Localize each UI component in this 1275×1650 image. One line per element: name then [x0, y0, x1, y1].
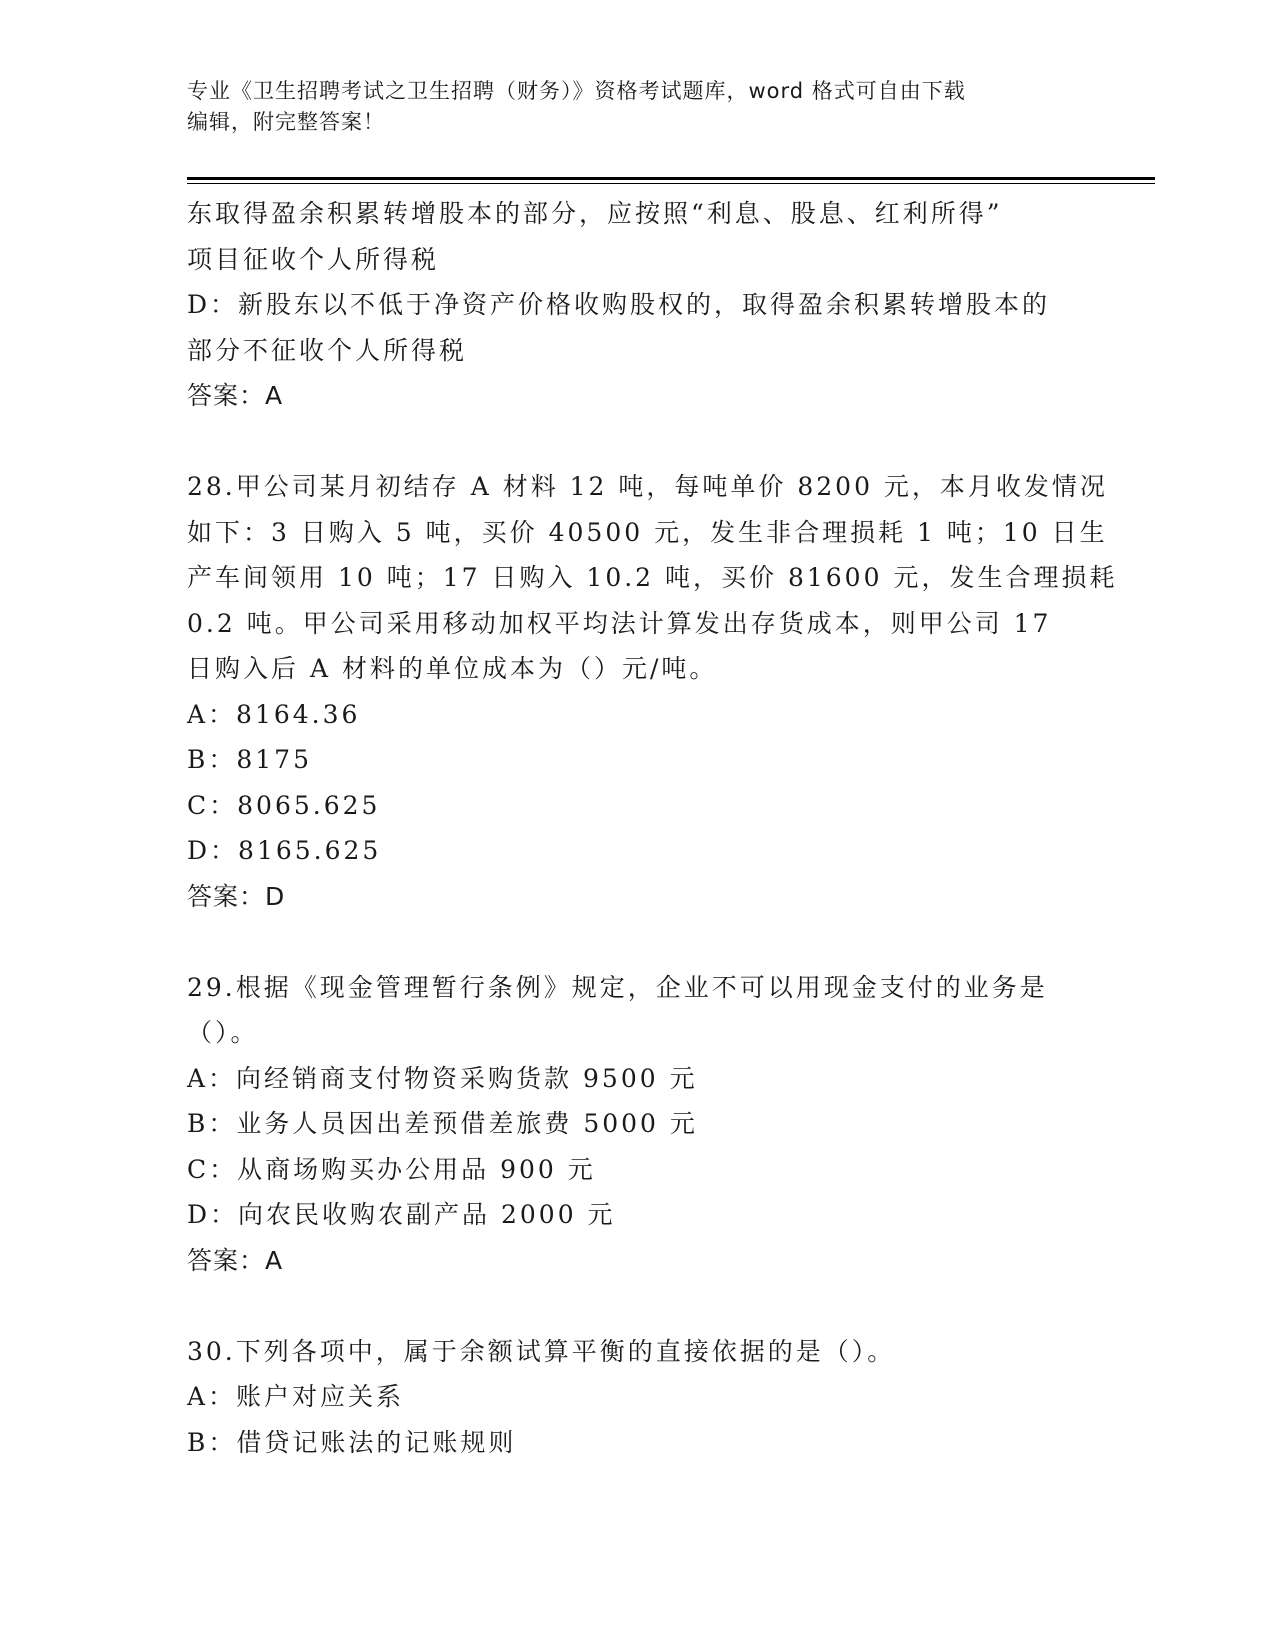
- question-30: [187, 1329, 1087, 1466]
- q28-stem-line-3: 产车间领用 10 吨；17 日购入 10.2 吨，买价 81600 元，发生合理损耗: [187, 563, 1118, 592]
- q28-stem-line-2: 如下：3 日购入 5 吨，买价 40500 元，发生非合理损耗 1 吨；10 日生: [187, 517, 1108, 547]
- header-line-2: 编辑，附完整答案！: [187, 110, 385, 134]
- q30-option-a: A：账户对应关系: [187, 1382, 405, 1411]
- q28-option-d: D：8165.625: [187, 836, 382, 865]
- q28-option-b: B：8175: [187, 745, 312, 774]
- q30-stem-line-1: 30.下列各项中，属于余额试算平衡的直接依据的是（）。: [187, 1336, 896, 1366]
- prev-text-line-1: 东取得盈余积累转增股本的部分，应按照“利息、股息、红利所得”: [187, 199, 1003, 228]
- q28-option-a: A：8164.36: [187, 699, 361, 729]
- prev-option-d-line-2: 部分不征收个人所得税: [187, 335, 468, 365]
- q29-option-b: B：业务人员因出差预借差旅费 5000 元: [187, 1109, 698, 1138]
- q28-stem-line-1: 28.甲公司某月初结存 A 材料 12 吨，每吨单价 8200 元，本月收发情况: [187, 472, 1108, 501]
- q29-option-c: C：从商场购买办公用品 900 元: [187, 1154, 596, 1184]
- question-27-continuation: [187, 191, 1087, 419]
- question-29: [187, 965, 1087, 1284]
- q28-option-c: C：8065.625: [187, 790, 381, 820]
- q28-stem-line-4: 0.2 吨。甲公司采用移动加权平均法计算发出存货成本，则甲公司 17: [187, 608, 1052, 638]
- q29-option-d: D：向农民收购农副产品 2000 元: [187, 1200, 616, 1229]
- q30-option-b: B：借贷记账法的记账规则: [187, 1427, 517, 1457]
- page-header: [187, 76, 1067, 138]
- prev-answer: 答案：A: [187, 381, 284, 410]
- prev-text-line-2: 项目征收个人所得税: [187, 244, 440, 274]
- q29-stem-line-2: （）。: [187, 1018, 259, 1047]
- question-content: [187, 191, 1118, 1465]
- q28-stem-line-5: 日购入后 A 材料的单位成本为（）元/吨。: [187, 654, 718, 683]
- question-28: [187, 464, 1118, 919]
- q29-answer: 答案：A: [187, 1245, 284, 1275]
- document-page: [187, 0, 1118, 1650]
- header-divider-thin: [187, 183, 1155, 184]
- q29-option-a: A：向经销商支付物资采购货款 9500 元: [187, 1063, 698, 1093]
- q28-answer: 答案：D: [187, 881, 286, 911]
- header-line-1: 专业《卫生招聘考试之卫生招聘（财务）》资格考试题库，word 格式可自由下载: [187, 79, 966, 103]
- header-divider-thick: [187, 177, 1155, 180]
- prev-option-d-line-1: D：新股东以不低于净资产价格收购股权的，取得盈余积累转增股本的: [187, 290, 1051, 319]
- q29-stem-line-1: 29.根据《现金管理暂行条例》规定，企业不可以用现金支付的业务是: [187, 972, 1048, 1002]
